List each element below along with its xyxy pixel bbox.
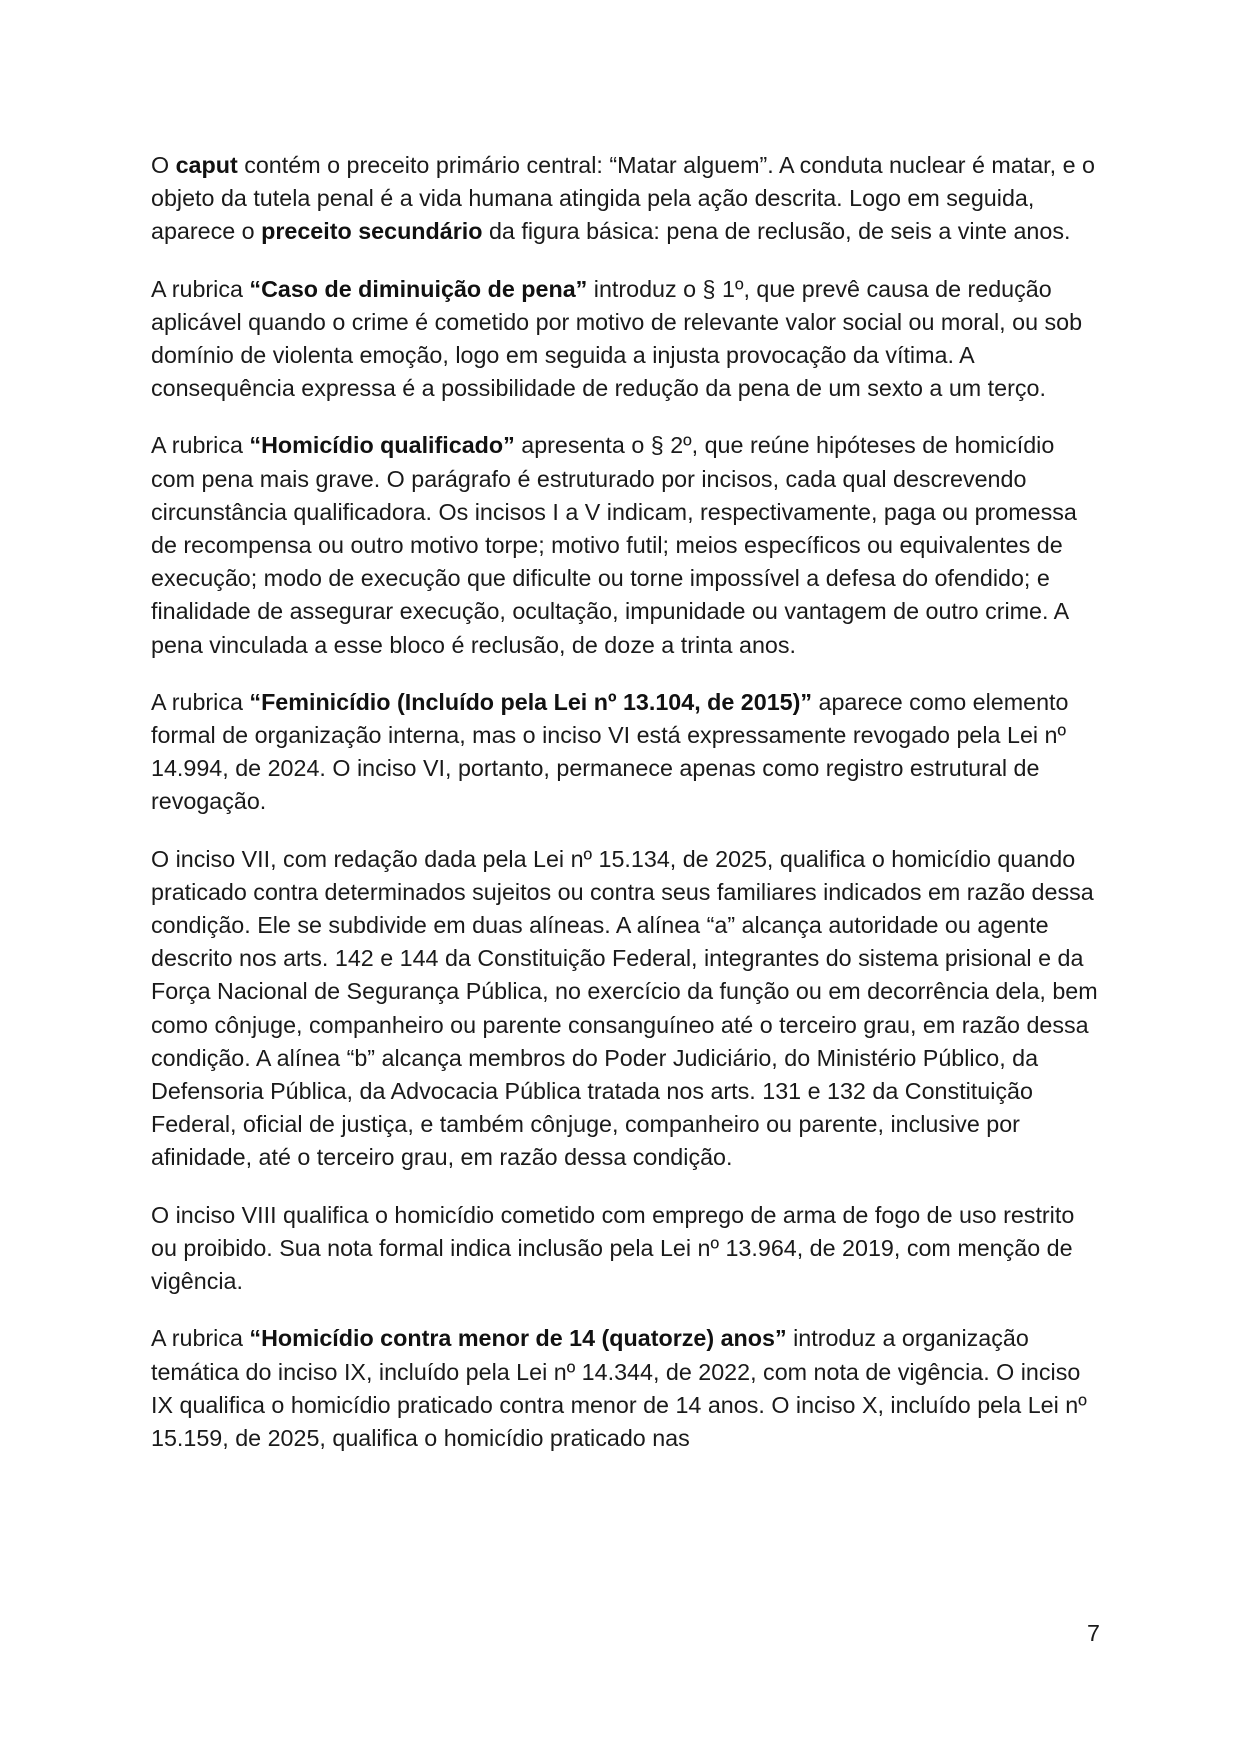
text-run: apresenta o § 2º, que reúne hipóteses de homicídio com pena mais grave. O parágrafo é estruturado por incisos, cada qual descrevendo circunstância qualificadora. Os incisos I a V indicam, respectivamente, paga ou promessa de recompensa ou outro motivo torpe; motivo futil; meios específicos ou equivalentes de execução; modo de execução que dificulte ou torne impossível a defesa do ofendido; e finalidade de assegurar execução, ocultação, impunidade ou vantagem de outro crime. A pena vinculada a esse bloco é reclusão, de doze a trinta anos.	[151, 432, 1077, 658]
bold-rubric-menor-14-anos: “Homicídio contra menor de 14 (quatorze) anos”	[249, 1325, 787, 1352]
bold-rubric-homicidio-qualificado: “Homicídio qualificado”	[249, 432, 515, 459]
paragraph-inciso-vii	[151, 843, 1101, 1175]
text-run: A rubrica	[151, 432, 250, 459]
paragraph-inciso-viii	[151, 1199, 1101, 1299]
text-run: A rubrica	[151, 688, 250, 715]
paragraph-menor-14-anos	[151, 1322, 1101, 1455]
bold-term-preceito-secundario: preceito secundário	[261, 218, 483, 245]
text-run: O	[151, 152, 176, 178]
text-run: da figura básica: pena de reclusão, de seis a vinte anos.	[482, 218, 1071, 245]
page-number: 7	[1087, 1620, 1100, 1646]
text-run: introduz o § 1º, que prevê causa de redução aplicável quando o crime é cometido por motivo de relevante valor social ou moral, ou sob domínio de violenta emoção, logo em seguida a injusta provocação da vítima. A consequência expressa é a possibilidade de redução da pena de um sexto a um terço.	[151, 275, 1083, 402]
paragraph-homicidio-qualificado	[151, 429, 1101, 661]
text-run: aparece como elemento formal de organização interna, mas o inciso VI está expressamente revogado pela Lei nº 14.994, de 2024. O inciso VI, portanto, permanece apenas como registro estrutural de revogação.	[151, 688, 1069, 815]
bold-rubric-diminuicao-pena: “Caso de diminuição de pena”	[249, 275, 588, 302]
text-run: contém o preceito primário central: “Matar alguem”. A conduta nuclear é matar, e o objeto da tutela penal é a vida humana atingida pela ação descrita. Logo em seguida, aparece o	[151, 152, 1095, 245]
paragraph-caput	[151, 149, 1101, 249]
bold-rubric-feminicidio: “Feminicídio (Incluído pela Lei nº 13.104, de 2015)”	[249, 688, 813, 715]
text-run: O inciso VIII qualifica o homicídio cometido com emprego de arma de fogo de uso restrito ou proibido. Sua nota formal indica inclusão pela Lei nº 13.964, de 2019, com menção de vigência.	[151, 1201, 1075, 1295]
text-run: A rubrica	[151, 1325, 250, 1352]
paragraph-diminuicao-pena	[151, 273, 1101, 406]
text-run: O inciso VII, com redação dada pela Lei nº 15.134, de 2025, qualifica o homicídio quando praticado contra determinados sujeitos ou contra seus familiares indicados em razão dessa condição. Ele se subdivide em duas alíneas. A alínea “a” alcança autoridade ou agente descrito nos arts. 142 e 144 da Constituição Federal, integrantes do sistema prisional e da Força Nacional de Segurança Pública, no exercício da função ou em decorrência dela, bem como cônjuge, companheiro ou parente consanguíneo até o terceiro grau, em razão dessa condição. A alínea “b” alcança membros do Poder Judiciário, do Ministério Público, da Defensoria Pública, da Advocacia Pública tratada nos arts. 131 e 132 da Constituição Federal, oficial de justiça, e também cônjuge, companheiro ou parente, inclusive por afinidade, até o terceiro grau, em razão dessa condição.	[151, 845, 1098, 1171]
text-run: introduz a organização temática do inciso IX, incluído pela Lei nº 14.344, de 2022, com nota de vigência. O inciso IX qualifica o homicídio praticado contra menor de 14 anos. O inciso X, incluído pela Lei nº 15.159, de 2025, qualifica o homicídio praticado nas	[151, 1325, 1087, 1451]
text-run: A rubrica	[151, 275, 250, 302]
bold-term-caput: caput	[175, 152, 238, 178]
paragraph-feminicidio	[151, 686, 1101, 819]
document-body	[151, 149, 1101, 1455]
